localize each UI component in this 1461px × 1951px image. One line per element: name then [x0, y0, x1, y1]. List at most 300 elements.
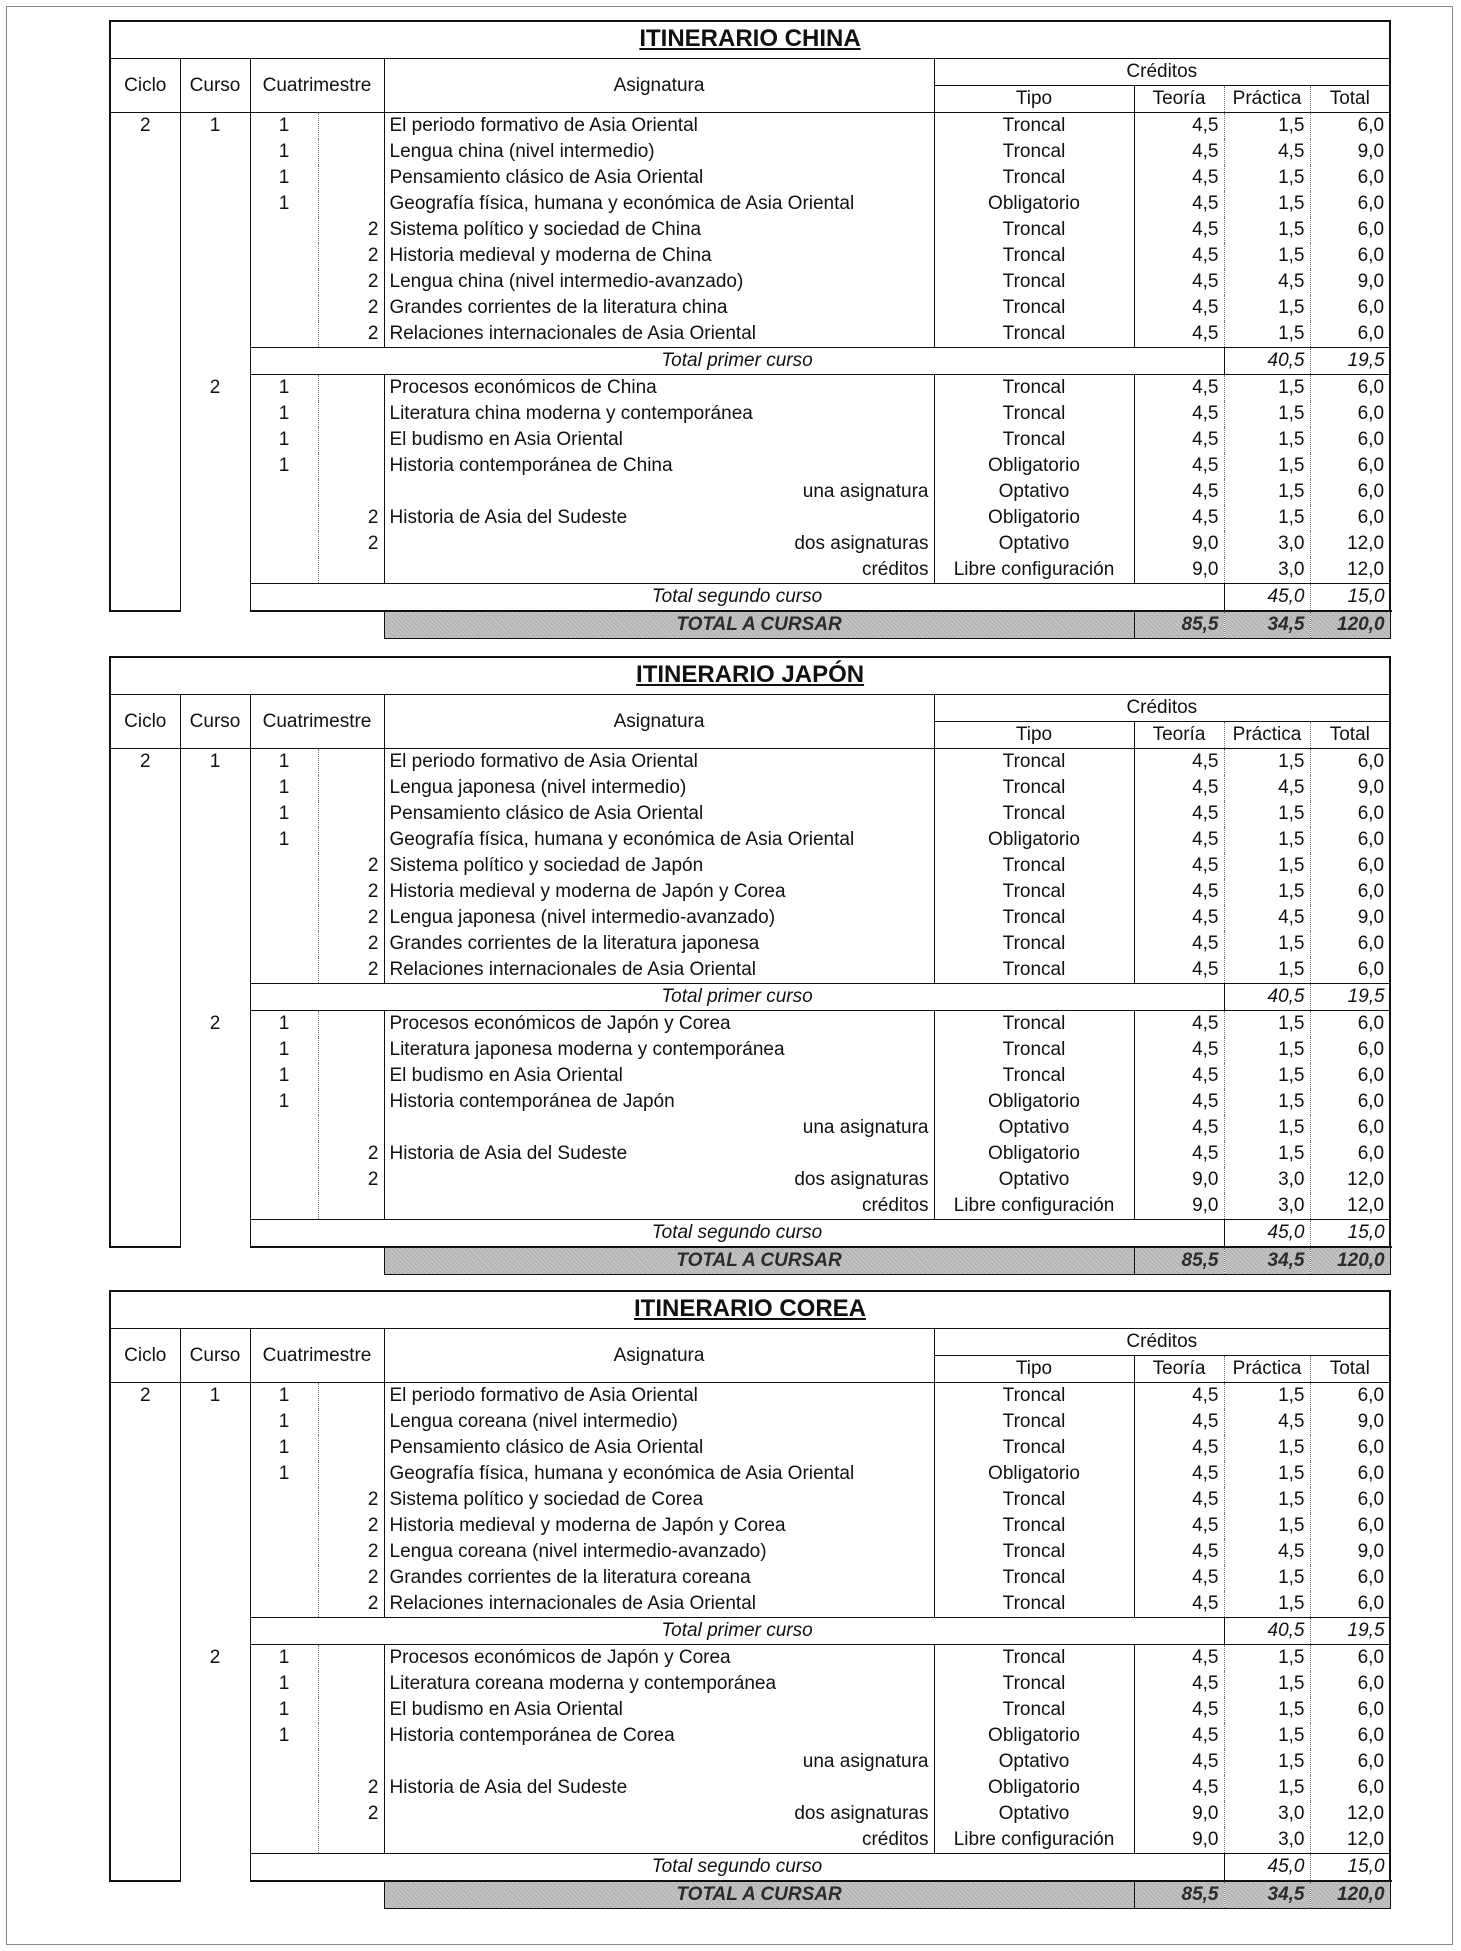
grand-total-teoria: 85,5	[1134, 1881, 1224, 1909]
asignatura-cell: Lengua japonesa (nivel intermedio)	[384, 775, 934, 801]
practica-cell: 1,5	[1224, 1487, 1310, 1513]
asignatura-cell: El budismo en Asia Oriental	[384, 427, 934, 453]
asignatura-cell: Grandes corrientes de la literatura coreana	[384, 1565, 934, 1591]
teoria-cell: 4,5	[1134, 1723, 1224, 1749]
table-row	[110, 1565, 1390, 1591]
asignatura-cell: Historia medieval y moderna de Japón y Corea	[384, 1513, 934, 1539]
cuatrimestre-2-cell	[318, 113, 384, 140]
cuatrimestre-2-cell	[318, 1011, 384, 1038]
table-row	[110, 801, 1390, 827]
teoria-cell: 4,5	[1134, 1037, 1224, 1063]
cuatrimestre-1-cell	[250, 557, 318, 584]
teoria-cell: 4,5	[1134, 139, 1224, 165]
header-asignatura: Asignatura	[384, 59, 934, 113]
table-row	[110, 139, 1390, 165]
cuatrimestre-1-cell	[250, 1591, 318, 1618]
cuatrimestre-2-cell	[318, 1063, 384, 1089]
cuatrimestre-2-cell: 2	[318, 1591, 384, 1618]
cuatrimestre-1-cell	[250, 1827, 318, 1854]
teoria-cell: 4,5	[1134, 1063, 1224, 1089]
table-row	[110, 113, 1390, 140]
total-cell: 6,0	[1310, 1089, 1390, 1115]
total-cell: 9,0	[1310, 139, 1390, 165]
subtotal-label: Total primer curso	[250, 1618, 1224, 1645]
table-row	[110, 375, 1390, 402]
header-teoria: Teoría	[1134, 1356, 1224, 1383]
total-cell: 6,0	[1310, 1435, 1390, 1461]
practica-cell: 1,5	[1224, 1749, 1310, 1775]
asignatura-cell: Historia medieval y moderna de China	[384, 243, 934, 269]
practica-cell: 1,5	[1224, 401, 1310, 427]
grand-total-label: TOTAL A CURSAR	[384, 611, 1134, 639]
asignatura-cell: dos asignaturas	[384, 531, 934, 557]
cuatrimestre-2-cell	[318, 401, 384, 427]
tipo-cell: Optativo	[934, 1749, 1134, 1775]
table-row	[110, 453, 1390, 479]
total-cell: 12,0	[1310, 1167, 1390, 1193]
table-row	[110, 531, 1390, 557]
practica-cell: 1,5	[1224, 827, 1310, 853]
subtotal-label: Total segundo curso	[250, 1854, 1224, 1882]
asignatura-cell: dos asignaturas	[384, 1167, 934, 1193]
tipo-cell: Optativo	[934, 1167, 1134, 1193]
practica-cell: 1,5	[1224, 295, 1310, 321]
cuatrimestre-1-cell: 1	[250, 749, 318, 776]
cuatrimestre-1-cell	[250, 1775, 318, 1801]
curso-cell: 2	[180, 375, 250, 612]
teoria-cell: 4,5	[1134, 295, 1224, 321]
header-creditos: Créditos	[934, 1329, 1390, 1356]
practica-cell: 1,5	[1224, 853, 1310, 879]
table-row	[110, 1115, 1390, 1141]
tipo-cell: Troncal	[934, 749, 1134, 776]
table-row	[110, 427, 1390, 453]
asignatura-cell: Historia contemporánea de China	[384, 453, 934, 479]
teoria-cell: 4,5	[1134, 749, 1224, 776]
cuatrimestre-1-cell: 1	[250, 1723, 318, 1749]
table-row	[110, 1461, 1390, 1487]
practica-cell: 1,5	[1224, 1645, 1310, 1672]
table-row	[110, 879, 1390, 905]
total-cell: 9,0	[1310, 905, 1390, 931]
practica-cell: 1,5	[1224, 1723, 1310, 1749]
cuatrimestre-2-cell	[318, 375, 384, 402]
header-tipo: Tipo	[934, 1356, 1134, 1383]
tipo-cell: Troncal	[934, 957, 1134, 984]
tipo-cell: Troncal	[934, 243, 1134, 269]
itinerary-table-china	[109, 20, 1391, 639]
subtotal-practica: 19,5	[1310, 348, 1390, 375]
asignatura-cell: dos asignaturas	[384, 1801, 934, 1827]
practica-cell: 1,5	[1224, 879, 1310, 905]
practica-cell: 1,5	[1224, 1141, 1310, 1167]
ciclo-cell: 2	[110, 1383, 180, 1882]
cuatrimestre-1-cell: 1	[250, 1383, 318, 1410]
teoria-cell: 4,5	[1134, 401, 1224, 427]
cuatrimestre-1-cell	[250, 1487, 318, 1513]
tipo-cell: Troncal	[934, 1697, 1134, 1723]
cuatrimestre-2-cell: 2	[318, 905, 384, 931]
teoria-cell: 4,5	[1134, 1409, 1224, 1435]
teoria-cell: 4,5	[1134, 957, 1224, 984]
tipo-cell: Obligatorio	[934, 191, 1134, 217]
tipo-cell: Troncal	[934, 775, 1134, 801]
curso-cell: 2	[180, 1011, 250, 1248]
practica-cell: 4,5	[1224, 1539, 1310, 1565]
practica-cell: 1,5	[1224, 957, 1310, 984]
teoria-cell: 4,5	[1134, 1591, 1224, 1618]
tipo-cell: Troncal	[934, 295, 1134, 321]
grand-total-label: TOTAL A CURSAR	[384, 1881, 1134, 1909]
total-cell: 6,0	[1310, 1565, 1390, 1591]
cuatrimestre-2-cell: 2	[318, 1141, 384, 1167]
tipo-cell: Troncal	[934, 113, 1134, 140]
cuatrimestre-2-cell	[318, 427, 384, 453]
total-cell: 6,0	[1310, 1671, 1390, 1697]
grand-total-row	[110, 611, 1390, 639]
asignatura-cell: Literatura japonesa moderna y contemporánea	[384, 1037, 934, 1063]
teoria-cell: 4,5	[1134, 853, 1224, 879]
tipo-cell: Troncal	[934, 1539, 1134, 1565]
total-cell: 6,0	[1310, 1723, 1390, 1749]
total-cell: 6,0	[1310, 1697, 1390, 1723]
tipo-cell: Troncal	[934, 1645, 1134, 1672]
table-row	[110, 505, 1390, 531]
cuatrimestre-2-cell: 2	[318, 879, 384, 905]
practica-cell: 1,5	[1224, 321, 1310, 348]
teoria-cell: 4,5	[1134, 801, 1224, 827]
total-cell: 12,0	[1310, 557, 1390, 584]
practica-cell: 1,5	[1224, 1115, 1310, 1141]
cuatrimestre-2-cell: 2	[318, 1167, 384, 1193]
table-row	[110, 1063, 1390, 1089]
tipo-cell: Obligatorio	[934, 1461, 1134, 1487]
header-cuatrimestre: Cuatrimestre	[250, 695, 384, 749]
teoria-cell: 4,5	[1134, 1645, 1224, 1672]
asignatura-cell: Historia de Asia del Sudeste	[384, 1775, 934, 1801]
cuatrimestre-2-cell	[318, 191, 384, 217]
header-practica: Práctica	[1224, 1356, 1310, 1383]
table-row	[110, 905, 1390, 931]
asignatura-cell: Geografía física, humana y económica de Asia Oriental	[384, 1461, 934, 1487]
table-row	[110, 1011, 1390, 1038]
asignatura-cell: Lengua coreana (nivel intermedio-avanzado)	[384, 1539, 934, 1565]
cuatrimestre-2-cell	[318, 1749, 384, 1775]
table-row	[110, 1723, 1390, 1749]
cuatrimestre-2-cell	[318, 1645, 384, 1672]
asignatura-cell: Relaciones internacionales de Asia Oriental	[384, 1591, 934, 1618]
practica-cell: 1,5	[1224, 165, 1310, 191]
practica-cell: 4,5	[1224, 139, 1310, 165]
teoria-cell: 9,0	[1134, 1827, 1224, 1854]
grand-total-practica: 34,5	[1224, 1247, 1310, 1275]
table-row	[110, 401, 1390, 427]
total-cell: 9,0	[1310, 1539, 1390, 1565]
asignatura-cell: Historia contemporánea de Corea	[384, 1723, 934, 1749]
asignatura-cell: Pensamiento clásico de Asia Oriental	[384, 165, 934, 191]
total-cell: 6,0	[1310, 217, 1390, 243]
teoria-cell: 4,5	[1134, 375, 1224, 402]
table-row	[110, 1383, 1390, 1410]
header-ciclo: Ciclo	[110, 59, 180, 113]
total-cell: 6,0	[1310, 191, 1390, 217]
teoria-cell: 4,5	[1134, 427, 1224, 453]
total-cell: 6,0	[1310, 879, 1390, 905]
subtotal-practica: 15,0	[1310, 1854, 1390, 1882]
header-cuatrimestre: Cuatrimestre	[250, 1329, 384, 1383]
cuatrimestre-1-cell	[250, 1141, 318, 1167]
asignatura-cell: Literatura china moderna y contemporánea	[384, 401, 934, 427]
cuatrimestre-1-cell: 1	[250, 801, 318, 827]
table-row	[110, 931, 1390, 957]
table-row	[110, 1487, 1390, 1513]
asignatura-cell: Lengua japonesa (nivel intermedio-avanzado)	[384, 905, 934, 931]
cuatrimestre-2-cell: 2	[318, 243, 384, 269]
teoria-cell: 4,5	[1134, 1089, 1224, 1115]
total-cell: 6,0	[1310, 113, 1390, 140]
tipo-cell: Troncal	[934, 269, 1134, 295]
teoria-cell: 4,5	[1134, 479, 1224, 505]
total-cell: 6,0	[1310, 1115, 1390, 1141]
total-cell: 12,0	[1310, 531, 1390, 557]
practica-cell: 1,5	[1224, 1089, 1310, 1115]
subtotal-teoria: 45,0	[1224, 584, 1310, 612]
cuatrimestre-1-cell: 1	[250, 1435, 318, 1461]
header-asignatura: Asignatura	[384, 695, 934, 749]
subtotal-row	[110, 984, 1390, 1011]
total-cell: 6,0	[1310, 853, 1390, 879]
tipo-cell: Troncal	[934, 1383, 1134, 1410]
cuatrimestre-1-cell: 1	[250, 1063, 318, 1089]
tipo-cell: Obligatorio	[934, 453, 1134, 479]
practica-cell: 1,5	[1224, 479, 1310, 505]
teoria-cell: 4,5	[1134, 1671, 1224, 1697]
total-cell: 6,0	[1310, 1487, 1390, 1513]
header-row	[110, 59, 1390, 86]
practica-cell: 3,0	[1224, 1193, 1310, 1220]
table-row	[110, 1591, 1390, 1618]
table-row	[110, 1671, 1390, 1697]
cuatrimestre-1-cell	[250, 1749, 318, 1775]
tipo-cell: Troncal	[934, 1037, 1134, 1063]
subtotal-label: Total primer curso	[250, 348, 1224, 375]
curso-cell: 1	[180, 749, 250, 1011]
teoria-cell: 4,5	[1134, 269, 1224, 295]
total-cell: 6,0	[1310, 827, 1390, 853]
subtotal-practica: 15,0	[1310, 1220, 1390, 1248]
asignatura-cell: Historia medieval y moderna de Japón y Corea	[384, 879, 934, 905]
teoria-cell: 4,5	[1134, 905, 1224, 931]
subtotal-label: Total segundo curso	[250, 584, 1224, 612]
subtotal-row	[110, 1854, 1390, 1882]
teoria-cell: 9,0	[1134, 1167, 1224, 1193]
cuatrimestre-2-cell	[318, 1461, 384, 1487]
tipo-cell: Libre configuración	[934, 1193, 1134, 1220]
practica-cell: 1,5	[1224, 1383, 1310, 1410]
header-curso: Curso	[180, 1329, 250, 1383]
total-cell: 6,0	[1310, 505, 1390, 531]
practica-cell: 3,0	[1224, 1167, 1310, 1193]
tipo-cell: Troncal	[934, 1063, 1134, 1089]
total-cell: 6,0	[1310, 957, 1390, 984]
teoria-cell: 4,5	[1134, 1011, 1224, 1038]
tipo-cell: Troncal	[934, 1435, 1134, 1461]
cuatrimestre-2-cell	[318, 801, 384, 827]
practica-cell: 1,5	[1224, 1565, 1310, 1591]
header-creditos: Créditos	[934, 59, 1390, 86]
cuatrimestre-2-cell: 2	[318, 1775, 384, 1801]
cuatrimestre-1-cell	[250, 269, 318, 295]
cuatrimestre-1-cell	[250, 531, 318, 557]
total-cell: 12,0	[1310, 1801, 1390, 1827]
cuatrimestre-1-cell	[250, 505, 318, 531]
table-row	[110, 1409, 1390, 1435]
teoria-cell: 4,5	[1134, 1115, 1224, 1141]
header-curso: Curso	[180, 59, 250, 113]
cuatrimestre-1-cell: 1	[250, 1089, 318, 1115]
total-cell: 6,0	[1310, 165, 1390, 191]
tipo-cell: Troncal	[934, 217, 1134, 243]
tipo-cell: Troncal	[934, 931, 1134, 957]
asignatura-cell: Lengua china (nivel intermedio)	[384, 139, 934, 165]
total-cell: 6,0	[1310, 479, 1390, 505]
teoria-cell: 4,5	[1134, 191, 1224, 217]
title-row	[110, 1291, 1390, 1329]
practica-cell: 1,5	[1224, 1435, 1310, 1461]
cuatrimestre-1-cell	[250, 1167, 318, 1193]
cuatrimestre-2-cell	[318, 479, 384, 505]
table-row	[110, 1435, 1390, 1461]
cuatrimestre-2-cell: 2	[318, 957, 384, 984]
cuatrimestre-2-cell	[318, 1115, 384, 1141]
header-total: Total	[1310, 1356, 1390, 1383]
cuatrimestre-2-cell	[318, 749, 384, 776]
subtotal-label: Total segundo curso	[250, 1220, 1224, 1248]
grand-total-teoria: 85,5	[1134, 1247, 1224, 1275]
cuatrimestre-1-cell: 1	[250, 401, 318, 427]
cuatrimestre-2-cell: 2	[318, 1513, 384, 1539]
grand-total-total: 120,0	[1310, 611, 1390, 639]
table-title-cell	[110, 1291, 1390, 1329]
asignatura-cell: Lengua coreana (nivel intermedio)	[384, 1409, 934, 1435]
cuatrimestre-1-cell	[250, 321, 318, 348]
practica-cell: 1,5	[1224, 1591, 1310, 1618]
total-cell: 6,0	[1310, 427, 1390, 453]
asignatura-cell: Sistema político y sociedad de Corea	[384, 1487, 934, 1513]
header-tipo: Tipo	[934, 86, 1134, 113]
cuatrimestre-2-cell	[318, 139, 384, 165]
total-cell: 12,0	[1310, 1827, 1390, 1854]
practica-cell: 1,5	[1224, 243, 1310, 269]
tipo-cell: Troncal	[934, 905, 1134, 931]
table-title: ITINERARIO COREA	[634, 1295, 867, 1322]
curso-cell: 2	[180, 1645, 250, 1882]
table-row	[110, 827, 1390, 853]
tipo-cell: Libre configuración	[934, 557, 1134, 584]
header-cuatrimestre: Cuatrimestre	[250, 59, 384, 113]
cuatrimestre-1-cell: 1	[250, 165, 318, 191]
table-row	[110, 165, 1390, 191]
table-row	[110, 749, 1390, 776]
cuatrimestre-1-cell	[250, 295, 318, 321]
total-cell: 6,0	[1310, 749, 1390, 776]
asignatura-cell: El budismo en Asia Oriental	[384, 1697, 934, 1723]
subtotal-practica: 15,0	[1310, 584, 1390, 612]
cuatrimestre-2-cell	[318, 1435, 384, 1461]
practica-cell: 3,0	[1224, 1801, 1310, 1827]
cuatrimestre-1-cell	[250, 931, 318, 957]
tipo-cell: Troncal	[934, 321, 1134, 348]
tipo-cell: Optativo	[934, 479, 1134, 505]
teoria-cell: 4,5	[1134, 165, 1224, 191]
tipo-cell: Troncal	[934, 1487, 1134, 1513]
tipo-cell: Troncal	[934, 1671, 1134, 1697]
total-cell: 9,0	[1310, 269, 1390, 295]
tipo-cell: Troncal	[934, 1409, 1134, 1435]
subtotal-practica: 19,5	[1310, 1618, 1390, 1645]
practica-cell: 1,5	[1224, 427, 1310, 453]
teoria-cell: 4,5	[1134, 879, 1224, 905]
teoria-cell: 4,5	[1134, 1487, 1224, 1513]
total-cell: 6,0	[1310, 453, 1390, 479]
cuatrimestre-2-cell	[318, 1383, 384, 1410]
grand-total-teoria: 85,5	[1134, 611, 1224, 639]
subtotal-row	[110, 584, 1390, 612]
cuatrimestre-1-cell	[250, 957, 318, 984]
ciclo-cell: 2	[110, 749, 180, 1248]
table-row	[110, 191, 1390, 217]
cuatrimestre-1-cell: 1	[250, 1461, 318, 1487]
teoria-cell: 4,5	[1134, 1383, 1224, 1410]
cuatrimestre-2-cell	[318, 1089, 384, 1115]
table-row	[110, 1141, 1390, 1167]
teoria-cell: 4,5	[1134, 1435, 1224, 1461]
practica-cell: 4,5	[1224, 269, 1310, 295]
table-row	[110, 1037, 1390, 1063]
grand-total-practica: 34,5	[1224, 611, 1310, 639]
grand-total-label: TOTAL A CURSAR	[384, 1247, 1134, 1275]
cuatrimestre-1-cell: 1	[250, 1011, 318, 1038]
cuatrimestre-2-cell	[318, 1827, 384, 1854]
tipo-cell: Troncal	[934, 165, 1134, 191]
subtotal-teoria: 40,5	[1224, 1618, 1310, 1645]
practica-cell: 1,5	[1224, 191, 1310, 217]
asignatura-cell: Pensamiento clásico de Asia Oriental	[384, 801, 934, 827]
cuatrimestre-2-cell	[318, 1697, 384, 1723]
practica-cell: 1,5	[1224, 931, 1310, 957]
asignatura-cell: El periodo formativo de Asia Oriental	[384, 1383, 934, 1410]
cuatrimestre-1-cell: 1	[250, 191, 318, 217]
tipo-cell: Troncal	[934, 853, 1134, 879]
cuatrimestre-2-cell	[318, 1723, 384, 1749]
cuatrimestre-1-cell	[250, 1801, 318, 1827]
tipo-cell: Troncal	[934, 375, 1134, 402]
asignatura-cell: Historia de Asia del Sudeste	[384, 1141, 934, 1167]
cuatrimestre-1-cell: 1	[250, 827, 318, 853]
asignatura-cell: El periodo formativo de Asia Oriental	[384, 749, 934, 776]
subtotal-row	[110, 1618, 1390, 1645]
practica-cell: 1,5	[1224, 1513, 1310, 1539]
tipo-cell: Troncal	[934, 401, 1134, 427]
practica-cell: 1,5	[1224, 801, 1310, 827]
table-row	[110, 321, 1390, 348]
grand-total-spacer	[110, 1881, 384, 1909]
asignatura-cell: créditos	[384, 1827, 934, 1854]
grand-total-practica: 34,5	[1224, 1881, 1310, 1909]
tipo-cell: Troncal	[934, 139, 1134, 165]
grand-total-spacer	[110, 1247, 384, 1275]
header-creditos: Créditos	[934, 695, 1390, 722]
